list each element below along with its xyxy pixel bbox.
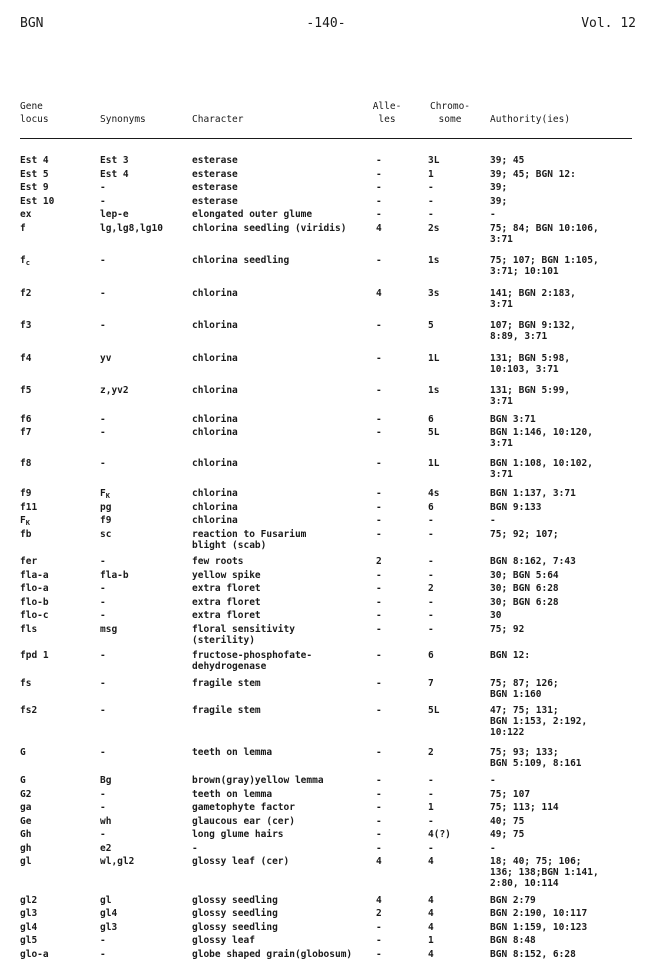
- chromosome-cell: -: [428, 182, 434, 193]
- alleles-cell: -: [376, 569, 382, 581]
- authority-cell: BGN 2:190, 10:117: [490, 908, 588, 919]
- authority-cell: BGN 1:137, 3:71: [490, 488, 576, 499]
- table-row: [0, 935, 652, 946]
- authority-cell: 75; 92; 107;: [490, 528, 559, 540]
- alleles-cell: -: [376, 195, 382, 207]
- authority-cell: 75; 107; BGN 1:105, 3:71; 10:101: [490, 255, 599, 277]
- authority-cell: BGN 3:71: [490, 413, 536, 425]
- character-cell: fragile stem: [192, 677, 261, 689]
- authority-cell: 75; 87; 126; BGN 1:160: [490, 677, 559, 700]
- synonyms-cell: -: [100, 556, 106, 567]
- gene-locus-cell: G2: [20, 788, 32, 800]
- alleles-cell: -: [376, 802, 382, 813]
- authority-cell: 30: [490, 610, 502, 621]
- chromosome-cell: 6: [428, 413, 434, 425]
- alleles-cell: -: [376, 829, 382, 840]
- authority-cell: 40; 75: [490, 815, 525, 827]
- chromosome-cell: -: [428, 528, 434, 540]
- gene-locus-cell: $F_K$: [20, 515, 30, 527]
- gene-locus-cell: $f_c$: [20, 255, 30, 267]
- character-cell: chlorina: [192, 385, 238, 396]
- table-row: [0, 829, 652, 840]
- col-chromosome: Chromo- some: [429, 101, 471, 125]
- alleles-cell: -: [376, 775, 382, 786]
- synonyms-cell: -: [100, 427, 106, 438]
- gene-locus-cell: fer: [20, 556, 38, 567]
- gene-locus-cell: f3: [20, 320, 32, 331]
- gene-locus-cell: Est 10: [20, 195, 55, 207]
- synonyms-cell: fla-b: [100, 569, 129, 581]
- synonyms-cell: -: [100, 935, 106, 946]
- table-row: [0, 856, 652, 889]
- table-row: [0, 802, 652, 813]
- chromosome-cell: -: [428, 788, 434, 800]
- character-cell: chlorina seedling (viridis): [192, 222, 347, 234]
- authority-cell: BGN 12:: [490, 650, 531, 661]
- chromosome-cell: -: [428, 815, 434, 827]
- gene-locus-cell: Ge: [20, 815, 32, 827]
- character-cell: glossy seedling: [192, 921, 278, 933]
- gene-locus-cell: fls: [20, 623, 38, 635]
- authority-cell: 18; 40; 75; 106; 136; 138;BGN 1:141, 2:80, 10:114: [490, 856, 599, 889]
- synonyms-cell: -: [100, 413, 106, 425]
- authority-cell: -: [490, 209, 496, 220]
- chromosome-cell: 4s: [428, 488, 440, 499]
- synonyms-cell: -: [100, 650, 106, 661]
- chromosome-cell: 4: [428, 921, 434, 933]
- gene-locus-cell: f5: [20, 385, 32, 396]
- gene-locus-cell: Est 4: [20, 155, 49, 166]
- authority-cell: BGN 2:79: [490, 894, 536, 906]
- character-cell: brown(gray)yellow lemma: [192, 775, 324, 786]
- table-row: [0, 223, 652, 245]
- character-cell: chlorina: [192, 320, 238, 331]
- chromosome-cell: 1: [428, 935, 434, 946]
- synonyms-cell: -: [100, 705, 106, 716]
- table-row: [0, 908, 652, 919]
- table-row: [0, 843, 652, 854]
- authority-cell: 75; 92: [490, 623, 525, 635]
- gene-locus-cell: f2: [20, 287, 32, 299]
- authority-cell: -: [490, 515, 496, 526]
- table-row: [0, 427, 652, 449]
- character-cell: glaucous ear (cer): [192, 815, 295, 827]
- alleles-cell: -: [376, 209, 382, 220]
- gene-locus-cell: ga: [20, 802, 32, 813]
- authority-cell: 39;: [490, 195, 508, 207]
- synonyms-cell: -: [100, 610, 106, 621]
- authority-cell: 39; 45; BGN 12:: [490, 168, 576, 180]
- alleles-cell: 2: [376, 556, 382, 567]
- character-cell: teeth on lemma: [192, 788, 273, 800]
- gene-locus-cell: Est 9: [20, 182, 49, 193]
- authority-cell: -: [490, 842, 496, 854]
- character-cell: chlorina: [192, 488, 238, 499]
- chromosome-cell: 4: [428, 908, 434, 919]
- synonyms-cell: -: [100, 596, 106, 608]
- chromosome-cell: -: [428, 515, 434, 526]
- table-row: [0, 414, 652, 425]
- gene-locus-cell: f8: [20, 457, 32, 469]
- chromosome-cell: 4(?): [428, 829, 451, 840]
- chromosome-cell: 5L: [428, 427, 440, 438]
- chromosome-cell: 2s: [428, 222, 440, 234]
- table-row: [0, 895, 652, 906]
- table-row: [0, 458, 652, 480]
- alleles-cell: -: [376, 815, 382, 827]
- table-row: [0, 320, 652, 342]
- synonyms-cell: gl: [100, 894, 112, 906]
- synonyms-cell: e2: [100, 842, 112, 854]
- table-row: [0, 775, 652, 786]
- table-row: [0, 502, 652, 513]
- gene-locus-cell: gl5: [20, 935, 38, 946]
- alleles-cell: -: [376, 515, 382, 526]
- chromosome-cell: -: [428, 596, 434, 608]
- synonyms-cell: yv: [100, 352, 112, 364]
- table-row: [0, 624, 652, 646]
- character-cell: few roots: [192, 556, 244, 567]
- synonyms-cell: -: [100, 255, 106, 266]
- gene-locus-cell: G: [20, 775, 26, 786]
- gene-locus-cell: glo-a: [20, 948, 49, 960]
- gene-locus-cell: flo-b: [20, 596, 49, 608]
- gene-locus-cell: f11: [20, 501, 38, 513]
- chromosome-cell: 1L: [428, 457, 440, 469]
- chromosome-cell: -: [428, 556, 434, 567]
- character-cell: teeth on lemma: [192, 746, 273, 758]
- synonyms-cell: lg,lg8,lg10: [100, 222, 163, 234]
- synonyms-cell: msg: [100, 623, 118, 635]
- table-row: [0, 816, 652, 827]
- table-row: [0, 583, 652, 594]
- chromosome-cell: 4: [428, 894, 434, 906]
- gene-locus-cell: f: [20, 222, 26, 234]
- authority-cell: 30; BGN 5:64: [490, 569, 559, 581]
- authority-cell: 30; BGN 6:28: [490, 596, 559, 608]
- chromosome-cell: 2: [428, 583, 434, 594]
- alleles-cell: -: [376, 352, 382, 364]
- table-row: [0, 196, 652, 207]
- character-cell: glossy leaf: [192, 935, 255, 946]
- volume-label: Vol. 12: [581, 16, 636, 31]
- authority-cell: BGN 1:159, 10:123: [490, 921, 588, 933]
- alleles-cell: -: [376, 385, 382, 396]
- synonyms-cell: Bg: [100, 775, 112, 786]
- alleles-cell: -: [376, 677, 382, 689]
- chromosome-cell: 5L: [428, 705, 440, 716]
- synonyms-cell: -: [100, 287, 106, 299]
- table-row: [0, 789, 652, 800]
- alleles-cell: -: [376, 155, 382, 166]
- character-cell: chlorina: [192, 515, 238, 526]
- synonyms-cell: -: [100, 788, 106, 800]
- character-cell: chlorina: [192, 427, 238, 438]
- chromosome-cell: 6: [428, 501, 434, 513]
- authority-cell: 39;: [490, 182, 508, 193]
- character-cell: -: [192, 842, 198, 854]
- synonyms-cell: gl4: [100, 908, 118, 919]
- alleles-cell: -: [376, 746, 382, 758]
- gene-locus-cell: fb: [20, 528, 32, 540]
- synonyms-cell: -: [100, 829, 106, 840]
- chromosome-cell: 3s: [428, 287, 440, 299]
- alleles-cell: -: [376, 705, 382, 716]
- table-row: [0, 182, 652, 193]
- table-row: [0, 169, 652, 180]
- chromosome-cell: 5: [428, 320, 434, 331]
- alleles-cell: -: [376, 501, 382, 513]
- alleles-cell: -: [376, 457, 382, 469]
- authority-cell: 131; BGN 5:99, 3:71: [490, 385, 571, 407]
- alleles-cell: -: [376, 255, 382, 266]
- table-row: [0, 353, 652, 375]
- table-row: [0, 610, 652, 621]
- synonyms-cell: -: [100, 195, 106, 207]
- character-cell: extra floret: [192, 583, 261, 594]
- alleles-cell: -: [376, 610, 382, 621]
- character-cell: chlorina: [192, 352, 238, 364]
- gene-locus-cell: fs: [20, 677, 32, 689]
- alleles-cell: -: [376, 320, 382, 331]
- character-cell: chlorina: [192, 457, 238, 469]
- authority-cell: 47; 75; 131; BGN 1:153, 2:192, 10:122: [490, 705, 588, 738]
- synonyms-cell: sc: [100, 528, 112, 540]
- alleles-cell: -: [376, 583, 382, 594]
- gene-locus-cell: gh: [20, 842, 32, 854]
- gene-locus-cell: Gh: [20, 829, 32, 840]
- alleles-cell: -: [376, 168, 382, 180]
- alleles-cell: 4: [376, 287, 382, 299]
- table-row: [0, 922, 652, 933]
- character-cell: chlorina: [192, 413, 238, 425]
- chromosome-cell: -: [428, 842, 434, 854]
- chromosome-cell: 3L: [428, 155, 440, 166]
- alleles-cell: -: [376, 596, 382, 608]
- chromosome-cell: 4: [428, 856, 434, 867]
- table-row: [0, 255, 652, 277]
- alleles-cell: -: [376, 650, 382, 661]
- synonyms-cell: -: [100, 182, 106, 193]
- authority-cell: -: [490, 775, 496, 786]
- authority-cell: 75; 84; BGN 10:106, 3:71: [490, 222, 599, 245]
- gene-locus-cell: flo-a: [20, 583, 49, 594]
- gene-locus-cell: G: [20, 746, 26, 758]
- synonyms-cell: f9: [100, 515, 112, 526]
- character-cell: esterase: [192, 168, 238, 180]
- character-cell: chlorina: [192, 287, 238, 299]
- table-row: [0, 385, 652, 407]
- gene-locus-cell: fs2: [20, 705, 38, 716]
- alleles-cell: -: [376, 528, 382, 540]
- authority-cell: 39; 45: [490, 155, 525, 166]
- alleles-cell: -: [376, 623, 382, 635]
- chromosome-cell: 6: [428, 650, 434, 661]
- table-row: [0, 515, 652, 526]
- alleles-cell: -: [376, 427, 382, 438]
- gene-locus-cell: flo-c: [20, 610, 49, 621]
- authority-cell: 131; BGN 5:98, 10:103, 3:71: [490, 352, 571, 375]
- chromosome-cell: 7: [428, 677, 434, 689]
- authority-cell: 75; 93; 133; BGN 5:109, 8:161: [490, 746, 582, 769]
- synonyms-cell: Est 4: [100, 168, 129, 180]
- alleles-cell: -: [376, 935, 382, 946]
- gene-locus-cell: f6: [20, 413, 32, 425]
- synonyms-cell: $F_K$: [100, 488, 110, 500]
- col-synonyms: Synonyms: [100, 114, 146, 125]
- synonyms-cell: -: [100, 320, 106, 331]
- gene-locus-cell: fpd 1: [20, 650, 49, 661]
- journal-abbrev: BGN: [20, 16, 44, 31]
- synonyms-cell: -: [100, 457, 106, 469]
- chromosome-cell: -: [428, 569, 434, 581]
- alleles-cell: -: [376, 413, 382, 425]
- synonyms-cell: -: [100, 746, 106, 758]
- gene-locus-cell: gl3: [20, 908, 38, 919]
- character-cell: reaction to Fusarium blight (scab): [192, 528, 307, 551]
- character-cell: glossy seedling: [192, 908, 278, 919]
- chromosome-cell: -: [428, 775, 434, 786]
- synonyms-cell: pg: [100, 501, 112, 513]
- table-row: [0, 529, 652, 551]
- synonyms-cell: -: [100, 802, 106, 813]
- gene-locus-cell: ex: [20, 209, 32, 220]
- chromosome-cell: 1s: [428, 255, 440, 266]
- character-cell: yellow spike: [192, 569, 261, 581]
- gene-locus-cell: gl4: [20, 921, 38, 933]
- alleles-cell: 4: [376, 856, 382, 867]
- chromosome-cell: 4: [428, 948, 434, 960]
- col-authority: Authority(ies): [490, 114, 571, 125]
- authority-cell: 107; BGN 9:132, 8:89, 3:71: [490, 320, 576, 342]
- character-cell: chlorina: [192, 501, 238, 513]
- chromosome-cell: 1L: [428, 352, 440, 364]
- chromosome-cell: 1: [428, 802, 434, 813]
- table-row: [0, 570, 652, 581]
- table-row: [0, 597, 652, 608]
- alleles-cell: -: [376, 842, 382, 854]
- gene-locus-cell: f7: [20, 427, 32, 438]
- alleles-cell: -: [376, 921, 382, 933]
- table-row: [0, 155, 652, 166]
- gene-locus-cell: f9: [20, 488, 32, 499]
- character-cell: esterase: [192, 182, 238, 193]
- synonyms-cell: z,yv2: [100, 385, 129, 396]
- character-cell: elongated outer glume: [192, 209, 313, 220]
- character-cell: fragile stem: [192, 705, 261, 716]
- character-cell: gametophyte factor: [192, 802, 295, 813]
- table-row: [0, 949, 652, 960]
- table-row: [0, 209, 652, 220]
- character-cell: glossy seedling: [192, 894, 278, 906]
- table-row: [0, 705, 652, 738]
- authority-cell: BGN 1:146, 10:120, 3:71: [490, 427, 593, 449]
- character-cell: fructose-phosphofate- dehydrogenase: [192, 650, 313, 672]
- chromosome-cell: -: [428, 209, 434, 220]
- character-cell: esterase: [192, 155, 238, 166]
- table-row: [0, 288, 652, 310]
- character-cell: extra floret: [192, 596, 261, 608]
- chromosome-cell: -: [428, 195, 434, 207]
- authority-cell: 49; 75: [490, 829, 525, 840]
- alleles-cell: 4: [376, 894, 382, 906]
- character-cell: esterase: [192, 195, 238, 207]
- synonyms-cell: -: [100, 948, 106, 960]
- character-cell: chlorina seedling: [192, 255, 290, 266]
- authority-cell: 141; BGN 2:183, 3:71: [490, 287, 576, 310]
- character-cell: glossy leaf (cer): [192, 856, 290, 867]
- chromosome-cell: 1s: [428, 385, 440, 396]
- character-cell: long glume hairs: [192, 829, 284, 840]
- alleles-cell: -: [376, 948, 382, 960]
- synonyms-cell: -: [100, 583, 106, 594]
- synonyms-cell: wh: [100, 815, 112, 827]
- character-cell: extra floret: [192, 610, 261, 621]
- alleles-cell: -: [376, 788, 382, 800]
- chromosome-cell: 1: [428, 168, 434, 180]
- synonyms-cell: wl,gl2: [100, 856, 135, 867]
- table-row: [0, 556, 652, 567]
- col-gene-locus: Gene locus: [20, 101, 49, 125]
- alleles-cell: 2: [376, 908, 382, 919]
- alleles-cell: -: [376, 182, 382, 193]
- gene-locus-cell: fla-a: [20, 569, 49, 581]
- authority-cell: 30; BGN 6:28: [490, 583, 559, 594]
- synonyms-cell: gl3: [100, 921, 118, 933]
- chromosome-cell: -: [428, 610, 434, 621]
- character-cell: floral sensitivity (sterility): [192, 623, 295, 646]
- authority-cell: 75; 107: [490, 788, 531, 800]
- gene-locus-cell: gl2: [20, 894, 38, 906]
- authority-cell: BGN 8:48: [490, 935, 536, 946]
- synonyms-cell: -: [100, 677, 106, 689]
- synonyms-cell: lep-e: [100, 209, 129, 220]
- col-character: Character: [192, 114, 244, 125]
- header-rule: [20, 138, 632, 139]
- chromosome-cell: 2: [428, 746, 434, 758]
- character-cell: globe shaped grain(globosum): [192, 948, 353, 960]
- alleles-cell: 4: [376, 222, 382, 234]
- authority-cell: BGN 9:133: [490, 501, 542, 513]
- authority-cell: BGN 1:108, 10:102, 3:71: [490, 457, 593, 480]
- chromosome-cell: -: [428, 623, 434, 635]
- gene-locus-cell: Est 5: [20, 168, 49, 180]
- page-number: -140-: [306, 16, 346, 31]
- synonyms-cell: Est 3: [100, 155, 129, 166]
- authority-cell: BGN 8:152, 6:28: [490, 948, 576, 960]
- table-row: [0, 678, 652, 700]
- col-alleles: Alle- les: [372, 101, 402, 125]
- table-row: [0, 747, 652, 769]
- gene-locus-cell: gl: [20, 856, 32, 867]
- table-row: [0, 488, 652, 499]
- gene-locus-cell: f4: [20, 352, 32, 364]
- table-row: [0, 650, 652, 672]
- authority-cell: BGN 8:162, 7:43: [490, 556, 576, 567]
- alleles-cell: -: [376, 488, 382, 499]
- authority-cell: 75; 113; 114: [490, 802, 559, 813]
